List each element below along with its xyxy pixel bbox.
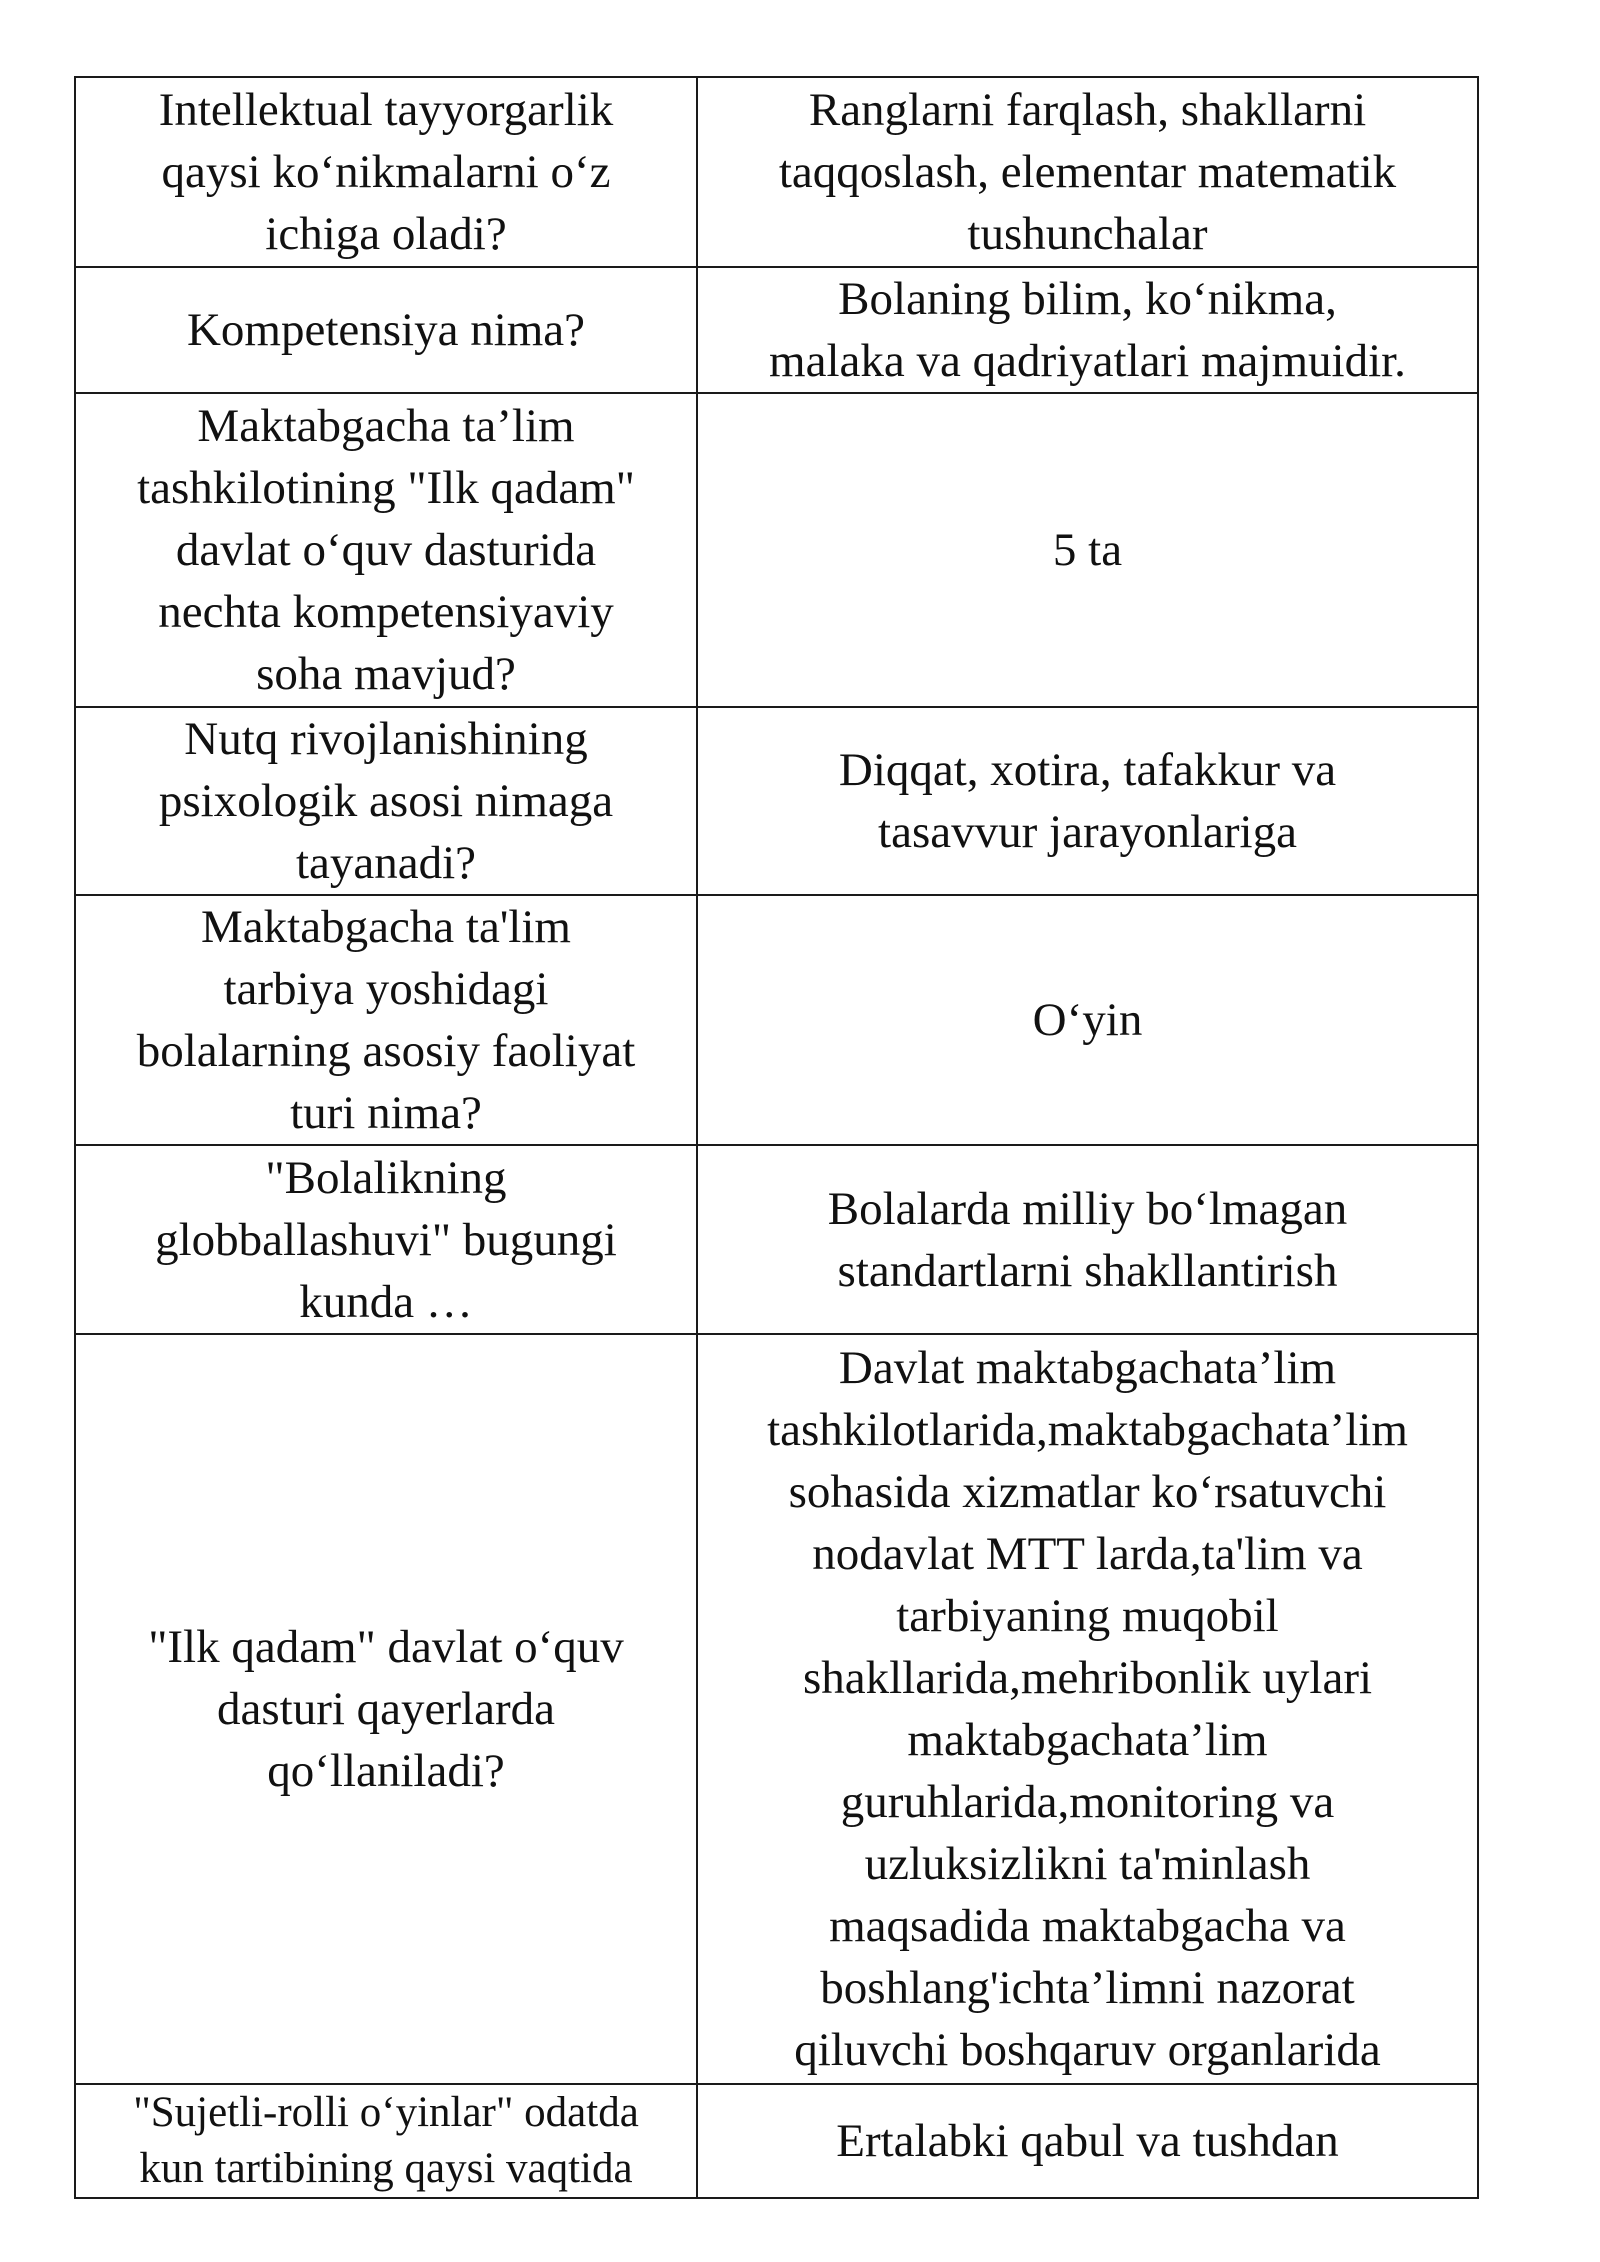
question-cell: "Ilk qadam" davlat o‘quv dasturi qayerlarda qo‘llaniladi? <box>75 1334 697 2084</box>
table-row <box>75 77 1478 267</box>
question-cell: Nutq rivojlanishining psixologik asosi nimaga tayanadi? <box>75 707 697 895</box>
question-cell: Maktabgacha ta’lim tashkilotining "Ilk qadam" davlat o‘quv dasturida nechta kompetensiyaviy soha mavjud? <box>75 393 697 707</box>
table-row <box>75 707 1478 895</box>
question-cell: "Sujetli-rolli o‘yinlar" odatda kun tartibining qaysi vaqtida <box>75 2084 697 2198</box>
answer-cell: Ertalabki qabul va tushdan <box>697 2084 1478 2198</box>
answer-cell: Bolaning bilim, ko‘nikma, malaka va qadriyatlari majmuidir. <box>697 267 1478 393</box>
answer-cell: 5 ta <box>697 393 1478 707</box>
table-row <box>75 393 1478 707</box>
table-row <box>75 2084 1478 2198</box>
answer-cell: Ranglarni farqlash, shakllarni taqqoslash, elementar matematik tushunchalar <box>697 77 1478 267</box>
qa-table <box>74 76 1479 2199</box>
table-row <box>75 895 1478 1145</box>
table-row <box>75 267 1478 393</box>
question-cell: Maktabgacha ta'lim tarbiya yoshidagi bolalarning asosiy faoliyat turi nima? <box>75 895 697 1145</box>
answer-cell: O‘yin <box>697 895 1478 1145</box>
answer-cell: Davlat maktabgachata’lim tashkilotlarida,maktabgachata’lim sohasida xizmatlar ko‘rsatuvchi nodavlat MTT larda,ta'lim va tarbiyaning muqobil shakllarida,mehribonlik uylari maktabgachata’lim guruhlarida,monitoring va uzluksizlikni ta'minlash maqsadida maktabgacha va boshlang'ichta’limni nazorat qiluvchi boshqaruv organlarida <box>697 1334 1478 2084</box>
question-cell: Kompetensiya nima? <box>75 267 697 393</box>
table-row <box>75 1334 1478 2084</box>
question-cell: Intellektual tayyorgarlik qaysi ko‘nikmalarni o‘z ichiga oladi? <box>75 77 697 267</box>
answer-cell: Diqqat, xotira, tafakkur va tasavvur jarayonlariga <box>697 707 1478 895</box>
table-row <box>75 1145 1478 1334</box>
answer-cell: Bolalarda milliy bo‘lmagan standartlarni shakllantirish <box>697 1145 1478 1334</box>
question-cell: "Bolalikning globballashuvi" bugungi kunda … <box>75 1145 697 1334</box>
